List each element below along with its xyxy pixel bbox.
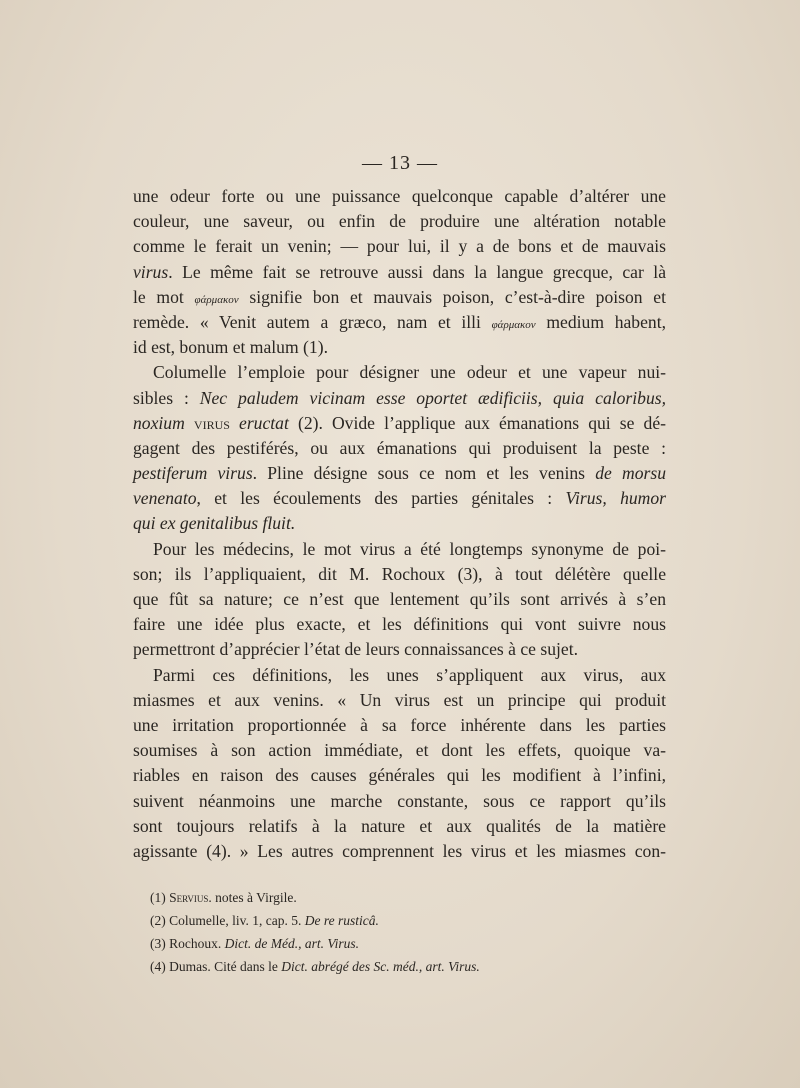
text-run: medium habent, [535,311,666,332]
italic-text: Nec paludem vicinam esse oportet ædificiis, quia caloribus, [199,387,666,408]
text-line [133,486,666,511]
text-run: Pour les médecins, le mot virus a été longtemps synonyme de poi- [153,538,666,559]
text-run: (2). Ovide l’applique aux émanations qui se dé- [288,412,667,433]
text-line [133,461,666,486]
text-line [133,411,666,436]
text-run: comme le ferait un venin; — pour lui, il y a de bons et de mauvais [133,236,666,257]
text-run: une odeur forte ou une puissance quelconque capable d’altérer une [133,186,666,206]
text-line [133,310,666,335]
greek-word: φάρμακον [491,318,536,331]
text-run: couleur, une saveur, ou enfin de produire une altération notable [133,211,666,232]
footnote [150,909,670,932]
italic-text: Dict. de Méd., art. Virus. [224,936,359,951]
text-run: signifie bon et mauvais poison, c’est-à-dire poison et [238,286,666,307]
text-run: Columelle l’emploie pour désigner une odeur et une vapeur nui- [153,362,666,383]
text-line [133,335,666,360]
text-line [133,285,666,310]
footnotes [150,886,670,978]
text-line [133,637,666,662]
text-line [133,738,666,763]
footnote [150,955,670,978]
text-run: . Pline désigne sous ce nom et les venins [252,463,596,484]
text-run: . Le même fait se retrouve aussi dans la langue grecque, car là [168,261,666,282]
text-line [133,386,666,411]
greek-word: φάρμακον [194,293,239,306]
text-run: (1) [150,890,170,905]
italic-text: De re rusticâ. [304,913,379,928]
footnote [150,932,670,955]
text-run: Parmi ces définitions, les unes s’appliquent aux virus, aux [153,664,666,685]
text-line [133,612,666,637]
text-run: sont toujours relatifs à la nature et aux qualités de la matière [133,815,666,836]
italic-text: Virus, humor [565,488,667,509]
italic-text: pestiferum virus [133,463,253,484]
text-line [133,360,666,385]
page-number: — 13 — [362,152,438,174]
text-run: sibles : [133,387,200,408]
italic-text: qui ex genitalibus fluit. [133,513,296,534]
text-run: que fût sa nature; ce n’est que lentement qu’ils sont arrivés à s’en [133,589,666,609]
italic-text: eructat [239,412,289,433]
italic-text: venenato [133,488,197,509]
small-caps-text: Servius [169,890,209,905]
text-line [133,209,666,234]
text-run: faire une idée plus exacte, et les définitions qui vont suivre nous [133,614,666,635]
italic-text: Dict. abrégé des Sc. méd., art. Virus. [281,959,480,974]
text-line [133,763,666,788]
text-line [133,688,666,713]
small-caps-text: virus [193,412,230,433]
text-run: son; ils l’appliquaient, dit M. Rochoux (3), à tout délétère quelle [133,563,666,584]
text-run: gagent des pestiférés, ou aux émanations qui produisent la peste : [133,437,666,458]
text-line [133,814,666,839]
text-run: remède. « Venit autem a græco, nam et illi [133,311,492,332]
italic-text: noxium [133,412,185,433]
text-line [133,663,666,688]
text-run: agissante (4). » Les autres comprennent les virus et les miasmes con- [133,840,666,861]
text-run: riables en raison des causes générales qui les modifient à l’infini, [133,765,666,786]
text-line [133,537,666,562]
text-run: (2) Columelle, liv. 1, cap. 5. [150,913,305,928]
text-run: miasmes et aux venins. « Un virus est un principe qui produit [133,689,666,710]
text-line [133,587,666,612]
text-line [133,839,666,864]
text-run: (4) Dumas. Cité dans le [150,959,282,974]
text-line [133,789,666,814]
text-line [133,260,666,285]
text-line [133,562,666,587]
text-run [230,413,239,433]
text-run: id est, bonum et malum (1). [133,337,328,358]
footnote [150,886,670,909]
text-line [133,184,666,209]
text-run: le mot [133,286,195,307]
text-run: soumises à son action immédiate, et dont les effets, quoique va- [133,740,666,761]
text-run: permettront d’apprécier l’état de leurs connaissances à ce sujet. [133,639,579,660]
italic-text: de morsu [595,463,666,484]
text-line [133,511,666,536]
text-run [185,413,194,433]
text-run: une irritation proportionnée à sa force inhérente dans les parties [133,714,666,735]
text-run: suivent néanmoins une marche constante, sous ce rapport qu’ils [133,790,666,811]
body-text [133,184,666,864]
text-line [133,713,666,738]
text-line [133,234,666,259]
text-line [133,436,666,461]
text-run: . notes à Virgile. [208,890,297,905]
text-run: (3) Rochoux. [150,936,225,951]
text-run: , et les écoulements des parties génitales : [196,488,566,509]
italic-text: virus [133,261,169,282]
